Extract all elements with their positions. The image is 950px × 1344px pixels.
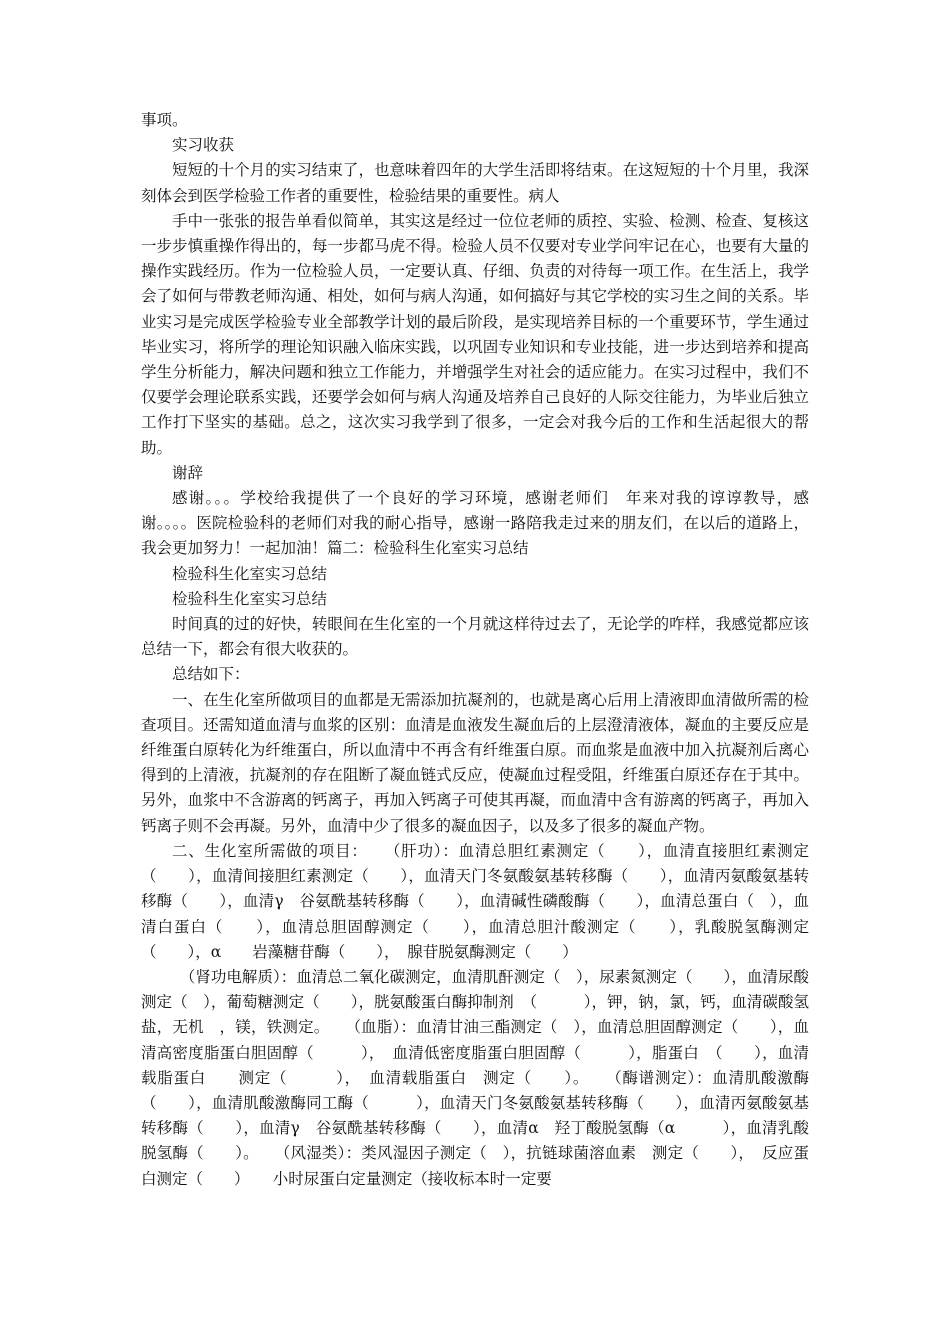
paragraph-gains-1: 短短的十个月的实习结束了，也意味着四年的大学生活即将结束。在这短短的十个月里，我深刻体会到医学检验工作者的重要性，检验结果的重要性。病人: [141, 161, 809, 205]
paragraph-liver-function-items: 二、生化室所需做的项目： （肝功）：血清总胆红素测定（ ），血清直接胆红素测定（ ），血清间接胆红素测定（ ），血清天门冬氨酸氨基转移酶（ ），血清丙氨酸氨基转移酶（ ），血清γ 谷氨酰基转移酶（ ），血清碱性磷酸酶（ ），血清总蛋白（ ），血清白蛋白（ ），血清总胆固醇测定（ ），血清总胆汁酸测定（ ），乳酸脱氢酶测定（ ），α 岩藻糖苷酶（ ）， 腺苷脱氨酶测定（ ）: [141, 841, 809, 961]
paragraph-time-flies: 时间真的过的好快，转眼间在生化室的一个月就这样待过去了，无论学的咋样，我感觉都应该总结一下，都会有很大收获的。: [141, 615, 809, 659]
paragraph-summary-intro: 总结如下：: [172, 665, 250, 684]
paragraph-gains-2: 手中一张张的报告单看似简单，其实这是经过一位位老师的质控、实验、检测、检查、复核这一步步慎重操作得出的，每一步都马虎不得。检验人员不仅要对专业学问牢记在心，也要有大量的操作实践经历。作为一位检验人员，一定要认真、仔细、负责的对待每一项工作。在生活上，我学会了如何与带教老师沟通、相处，如何与病人沟通，如何搞好与其它学校的实习生之间的关系。毕业实习是完成医学检验专业全部教学计划的最后阶段，是实现培养目标的一个重要环节，学生通过毕业实习，将所学的理论知识融入临床实践，以巩固专业知识和专业技能，进一步达到培养和提高学生分析能力，解决问题和独立工作能力，并增强学生对社会的适应能力。在实习过程中，我们不仅要学会理论联系实践，还要学会如何与病人沟通及培养自己良好的人际交往能力，为毕业后独立工作打下坚实的基础。总之，这次实习我学到了很多，一定会对我今后的工作和生活起很大的帮助。: [141, 211, 809, 457]
paragraph-serum-vs-plasma: 一、在生化室所做项目的血都是无需添加抗凝剂的，也就是离心后用上清液即血清做所需的检查项目。还需知道血清与血浆的区别：血清是血液发生凝血后的上层澄清液体，凝血的主要反应是纤维蛋白原转化为纤维蛋白，所以血清中不再含有纤维蛋白原。而血浆是血液中加入抗凝剂后离心得到的上清液，抗凝剂的存在阻断了凝血链式反应，使凝血过程受阻，纤维蛋白原还存在于其中。另外，血浆中不含游离的钙离子，再加入钙离子可使其再凝，而血清中含有游离的钙离子，再加入钙离子则不会再凝。另外，血清中少了很多的凝血因子，以及多了很多的凝血产物。: [141, 690, 809, 835]
heading-internship-gains: 实习收获: [172, 136, 235, 155]
paragraph-acknowledgements: 感谢。。。学校给我提供了一个良好的学习环境，感谢老师们 年来对我的谆谆教导，感谢。。。。医院检验科的老师们对我的耐心指导，感谢一路陪我走过来的朋友们，在以后的道路上，我会更加努力！一起加油！篇二：检验科生化室实习总结: [141, 489, 809, 558]
heading-biochem-summary-2: 检验科生化室实习总结: [172, 589, 328, 608]
paragraph-intro-end: 事项。: [141, 111, 188, 129]
paragraph-kidney-lipid-enzyme-items: （肾功电解质）：血清总二氧化碳测定，血清肌酐测定（ ），尿素氮测定（ ），血清尿酸测定（ ），葡萄糖测定（ ），胱氨酸蛋白酶抑制剂 （ ），钾，钠，氯，钙，血清碳酸氢盐，无机 ，镁，铁测定。 （血脂）：血清甘油三酯测定（ ），血清总胆固醇测定（ ），血清高密度脂蛋白胆固醇（ ）， 血清低密度脂蛋白胆固醇（ ），脂蛋白 （ ），血清载脂蛋白 测定（ ）， 血清载脂蛋白 测定（ ）。 （酶谱测定）：血清肌酸激酶（ ），血清肌酸激酶同工酶（ ），血清天门冬氨酸氨基转移酶（ ），血清丙氨酸氨基转移酶（ ），血清γ 谷氨酰基转移酶（ ），血清α 羟丁酸脱氢酶（α ），血清乳酸脱氢酶（ ）。 （风湿类）：类风湿因子测定（ ），抗链球菌溶血素 测定（ ）， 反应蛋白测定（ ） 小时尿蛋白定量测定（接收标本时一定要: [141, 967, 809, 1188]
heading-biochem-summary-1: 检验科生化室实习总结: [172, 564, 328, 583]
heading-acknowledgements: 谢辞: [172, 463, 204, 482]
document-page: [141, 108, 809, 1192]
